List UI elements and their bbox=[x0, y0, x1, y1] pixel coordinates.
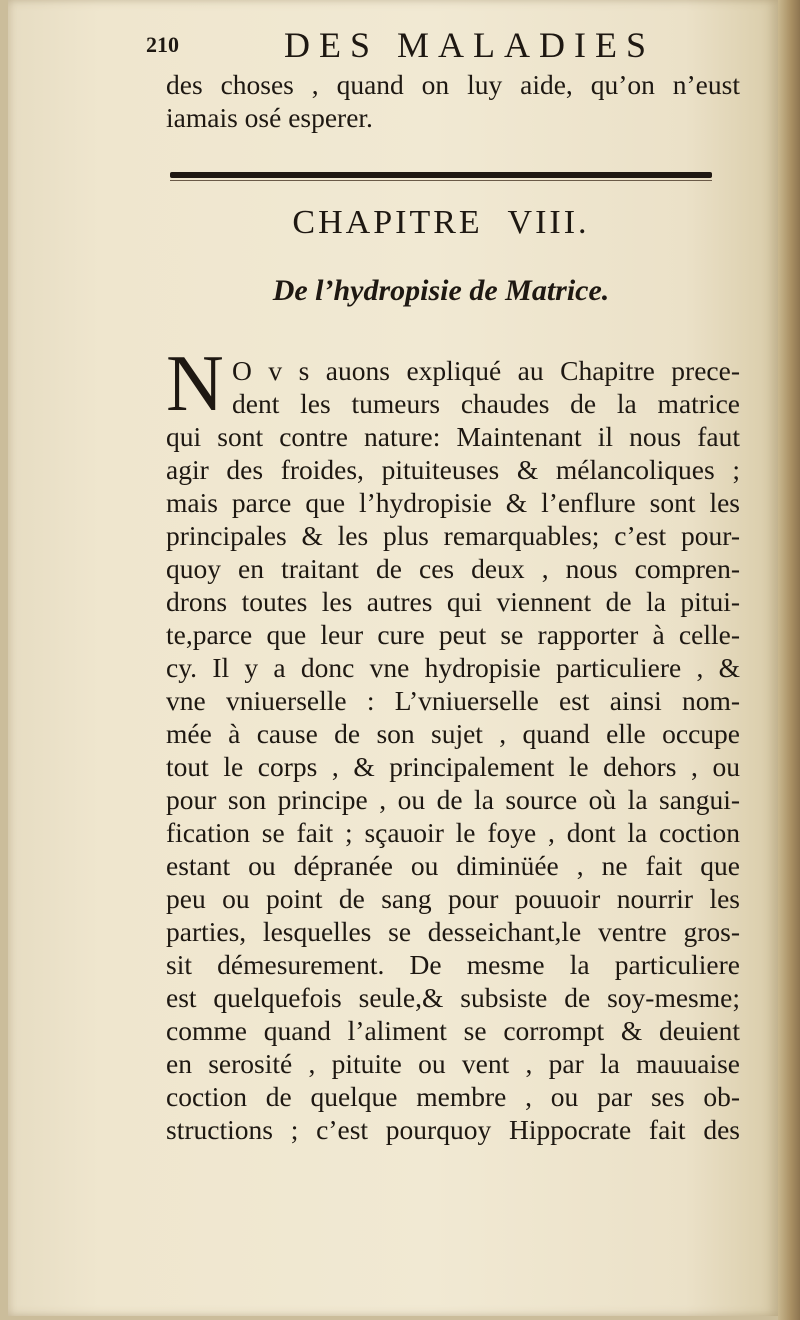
text-line: estant ou dépranée ou diminüée , ne fait que bbox=[166, 850, 740, 881]
text-line: iamais osé esperer. bbox=[166, 102, 373, 133]
chapter-subtitle: De l’hydropisie de Matrice. bbox=[272, 274, 610, 307]
text-line: cy. Il y a donc vne hydropisie particuliere , & bbox=[166, 652, 740, 683]
page-header bbox=[146, 24, 706, 72]
drop-cap: N bbox=[166, 340, 224, 428]
text-line: parties, lesquelles se desseichant,le ventre gros- bbox=[166, 916, 740, 947]
page-edge bbox=[778, 0, 800, 1320]
text-line: coction de quelque membre , ou par ses ob- bbox=[166, 1081, 740, 1112]
text-line: comme quand l’aliment se corrompt & deuient bbox=[166, 1015, 740, 1046]
page-number: 210 bbox=[146, 32, 179, 57]
text-line: drons toutes les autres qui viennent de la pitui- bbox=[166, 586, 740, 617]
text-line: principales & les plus remarquables; c’est pour- bbox=[166, 520, 740, 551]
text-line: mais parce que l’hydropisie & l’enflure sont les bbox=[166, 487, 740, 518]
text-line: O v s auons expliqué au Chapitre prece- bbox=[232, 355, 740, 386]
text-line: qui sont contre nature: Maintenant il nous faut bbox=[166, 421, 740, 452]
text-line: structions ; c’est pourquoy Hippocrate fait des bbox=[166, 1114, 740, 1145]
text-line: dent les tumeurs chaudes de la matrice bbox=[232, 388, 740, 419]
text-line: tout le corps , & principalement le dehors , ou bbox=[166, 751, 740, 782]
chapter-title: CHAPITRE VIII. bbox=[292, 204, 590, 241]
text-line: est quelquefois seule,& subsiste de soy-mesme; bbox=[166, 982, 740, 1013]
text-line: fication se fait ; sçauoir le foye , dont la coction bbox=[166, 817, 740, 848]
text-line: te,parce que leur cure peut se rapporter à celle- bbox=[166, 619, 740, 650]
carry-over-text bbox=[166, 68, 740, 134]
text-line: peu ou point de sang pour pouuoir nourrir les bbox=[166, 883, 740, 914]
text-line: des choses , quand on luy aide, qu’on n’eust bbox=[166, 69, 740, 100]
body-text bbox=[166, 420, 740, 1146]
text-line: vne vniuerselle : L’vniuerselle est ainsi nom- bbox=[166, 685, 740, 716]
body-first-lines bbox=[232, 354, 740, 420]
section-rule bbox=[170, 172, 712, 178]
text-line: quoy en traitant de ces deux , nous compren- bbox=[166, 553, 740, 584]
text-line: en serosité , pituite ou vent , par la mauuaise bbox=[166, 1048, 740, 1079]
text-line: sit démesurement. De mesme la particuliere bbox=[166, 949, 740, 980]
running-title: DES MALADIES bbox=[284, 25, 656, 65]
text-line: agir des froides, pituiteuses & mélancoliques ; bbox=[166, 454, 740, 485]
text-line: mée à cause de son sujet , quand elle occupe bbox=[166, 718, 740, 749]
text-line: pour son principe , ou de la source où la sangui- bbox=[166, 784, 740, 815]
